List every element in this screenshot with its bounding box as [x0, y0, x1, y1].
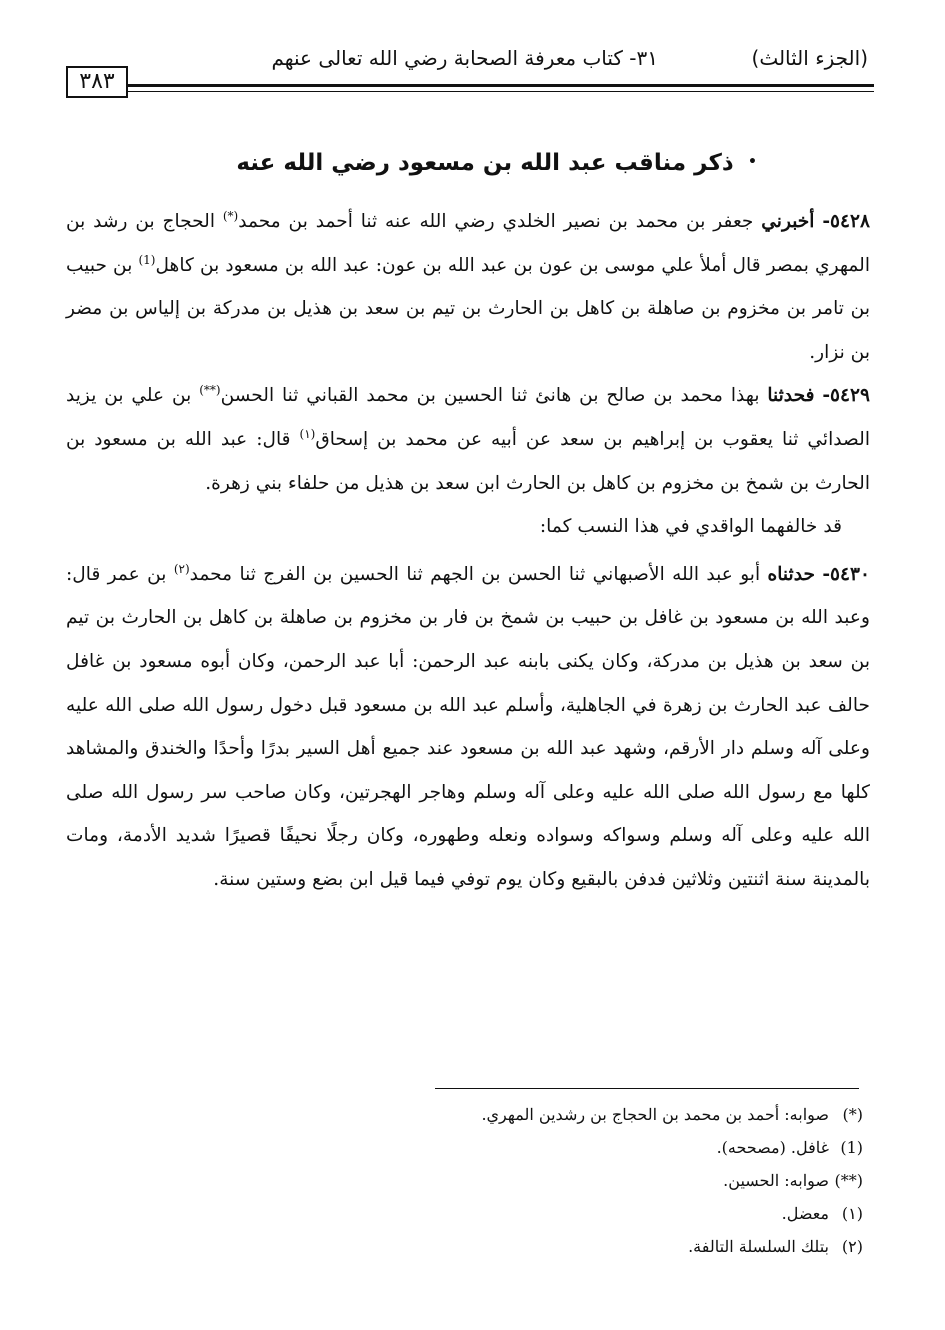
footnote-ref[interactable]: (*) [222, 208, 239, 223]
footnote-ref[interactable]: (١) [299, 426, 316, 441]
page-number: ٣٨٣ [66, 66, 128, 98]
paragraph-5429 [66, 374, 870, 505]
paragraph-text: الحجاج بن رشد بن المهري بمصر قال أملأ علي موسى بن عون بن عبد الله بن عون: عبد الله بن مسعود بن كاهل [66, 211, 870, 276]
footnote-mark: (٢) [841, 1237, 863, 1256]
narration-keyword: حدثناه [767, 563, 815, 585]
footnote-ref[interactable]: (٢) [173, 561, 190, 576]
footnote-text: بتلك السلسلة التالفة. [688, 1237, 829, 1256]
narration-keyword: فحدثنا [767, 385, 815, 407]
volume-label: (الجزء الثالث) [751, 46, 868, 70]
paragraph-5428 [66, 200, 870, 374]
footnote-text: صوابه: الحسين. [723, 1171, 829, 1190]
footnote-item [103, 1197, 863, 1230]
hadith-number: ٥٤٢٩- [822, 385, 870, 407]
section-heading [225, 150, 757, 176]
hadith-number: ٥٤٢٨- [822, 211, 870, 232]
paragraph-text: أبو عبد الله الأصبهاني ثنا الحسن بن الجهم ثنا الحسين بن الفرج ثنا محمد [189, 563, 768, 585]
footnote-item [103, 1131, 863, 1164]
paragraph-text: بن علي بن يزيد الصدائي ثنا يعقوب بن إبراهيم بن سعد عن أبيه عن محمد بن إسحاق [66, 385, 870, 450]
paragraph-text: بهذا محمد بن صالح بن هانئ ثنا الحسين بن محمد القباني ثنا الحسن [220, 385, 768, 407]
chapter-title: ٣١- كتاب معرفة الصحابة رضي الله تعالى عنهم [271, 46, 658, 70]
footnote-text: غافل. (مصححه). [716, 1138, 829, 1157]
footnote-divider [435, 1088, 859, 1089]
footnote-ref[interactable]: (1) [138, 252, 156, 267]
paragraph-5430 [66, 553, 870, 902]
footnote-text: معضل. [781, 1204, 829, 1223]
footnote-mark: (١) [841, 1204, 863, 1223]
footnote-mark: (*) [842, 1105, 863, 1124]
footnote-mark: (**) [834, 1171, 863, 1190]
header-rule-thin [128, 91, 874, 92]
footnote-item [103, 1230, 863, 1263]
page-header [66, 44, 874, 102]
footnote-mark: (1) [840, 1138, 863, 1157]
heading-text: ذكر مناقب عبد الله بن مسعود رضي الله عنه [236, 150, 734, 176]
paragraph-text: بن عمر قال: وعبد الله بن مسعود بن غافل بن حبيب بن شمخ بن فار بن مخزوم بن صاهلة بن كاهل بن الحارث بن تيم بن سعد بن هذيل بن مدركة، وكان يكنى بابنه عبد الرحمن: أبا عبد الرحمن، وكان أبوه مسعود بن غافل حالف عبد الحارث بن زهرة في الجاهلية، وأسلم عبد الله بن مسعود قبل دخول رسول الله صلى الله عليه وعلى آله وسلم دار الأرقم، وشهد عبد الله بن مسعود عند جميع أهل السير بدرًا وأحدًا والخندق والمشاهد كلها مع رسول الله صلى الله عليه وعلى آله وسلم وهاجر الهجرتين، وكان صاحب سر رسول الله صلى الله عليه وعلى آله وسلم وسواكه وسواده ونعله وطهوره، وكان رجلًا نحيفًا قصيرًا شديد الأدمة، ومات بالمدينة سنة اثنتين وثلاثين فدفن بالبقيع وكان يوم توفي فيما قيل ابن بضع وستين سنة. [66, 563, 870, 890]
body-text [66, 200, 870, 902]
paragraph-text: بن حبيب بن تامر بن مخزوم بن صاهلة بن كاهل بن الحارث بن تيم بن سعد بن هذيل بن مدركة بن إلياس بن مضر بن نزار. [66, 254, 870, 363]
hadith-number: ٥٤٣٠- [822, 563, 870, 585]
paragraph-text: جعفر بن محمد بن نصير الخلدي رضي الله عنه ثنا أحمد بن محمد [238, 211, 762, 232]
header-rule [128, 84, 874, 87]
footnote-item [103, 1098, 863, 1131]
paragraph-text: قد خالفهما الواقدي في هذا النسب كما: [539, 516, 842, 538]
footnote-item [103, 1164, 863, 1197]
narration-keyword: أخبرني [761, 211, 815, 232]
footnote-ref[interactable]: (**) [199, 383, 221, 398]
paragraph-text: قال: عبد الله بن مسعود بن الحارث بن شمخ بن مخزوم بن كاهل بن الحارث ابن سعد بن هذيل من حلفاء بني زهرة. [66, 428, 870, 494]
paragraph-note [66, 505, 870, 549]
heading-dot: • [748, 154, 757, 170]
footnotes [103, 1098, 863, 1263]
footnote-text: صوابه: أحمد بن محمد بن الحجاج بن رشدين المهري. [481, 1105, 829, 1124]
